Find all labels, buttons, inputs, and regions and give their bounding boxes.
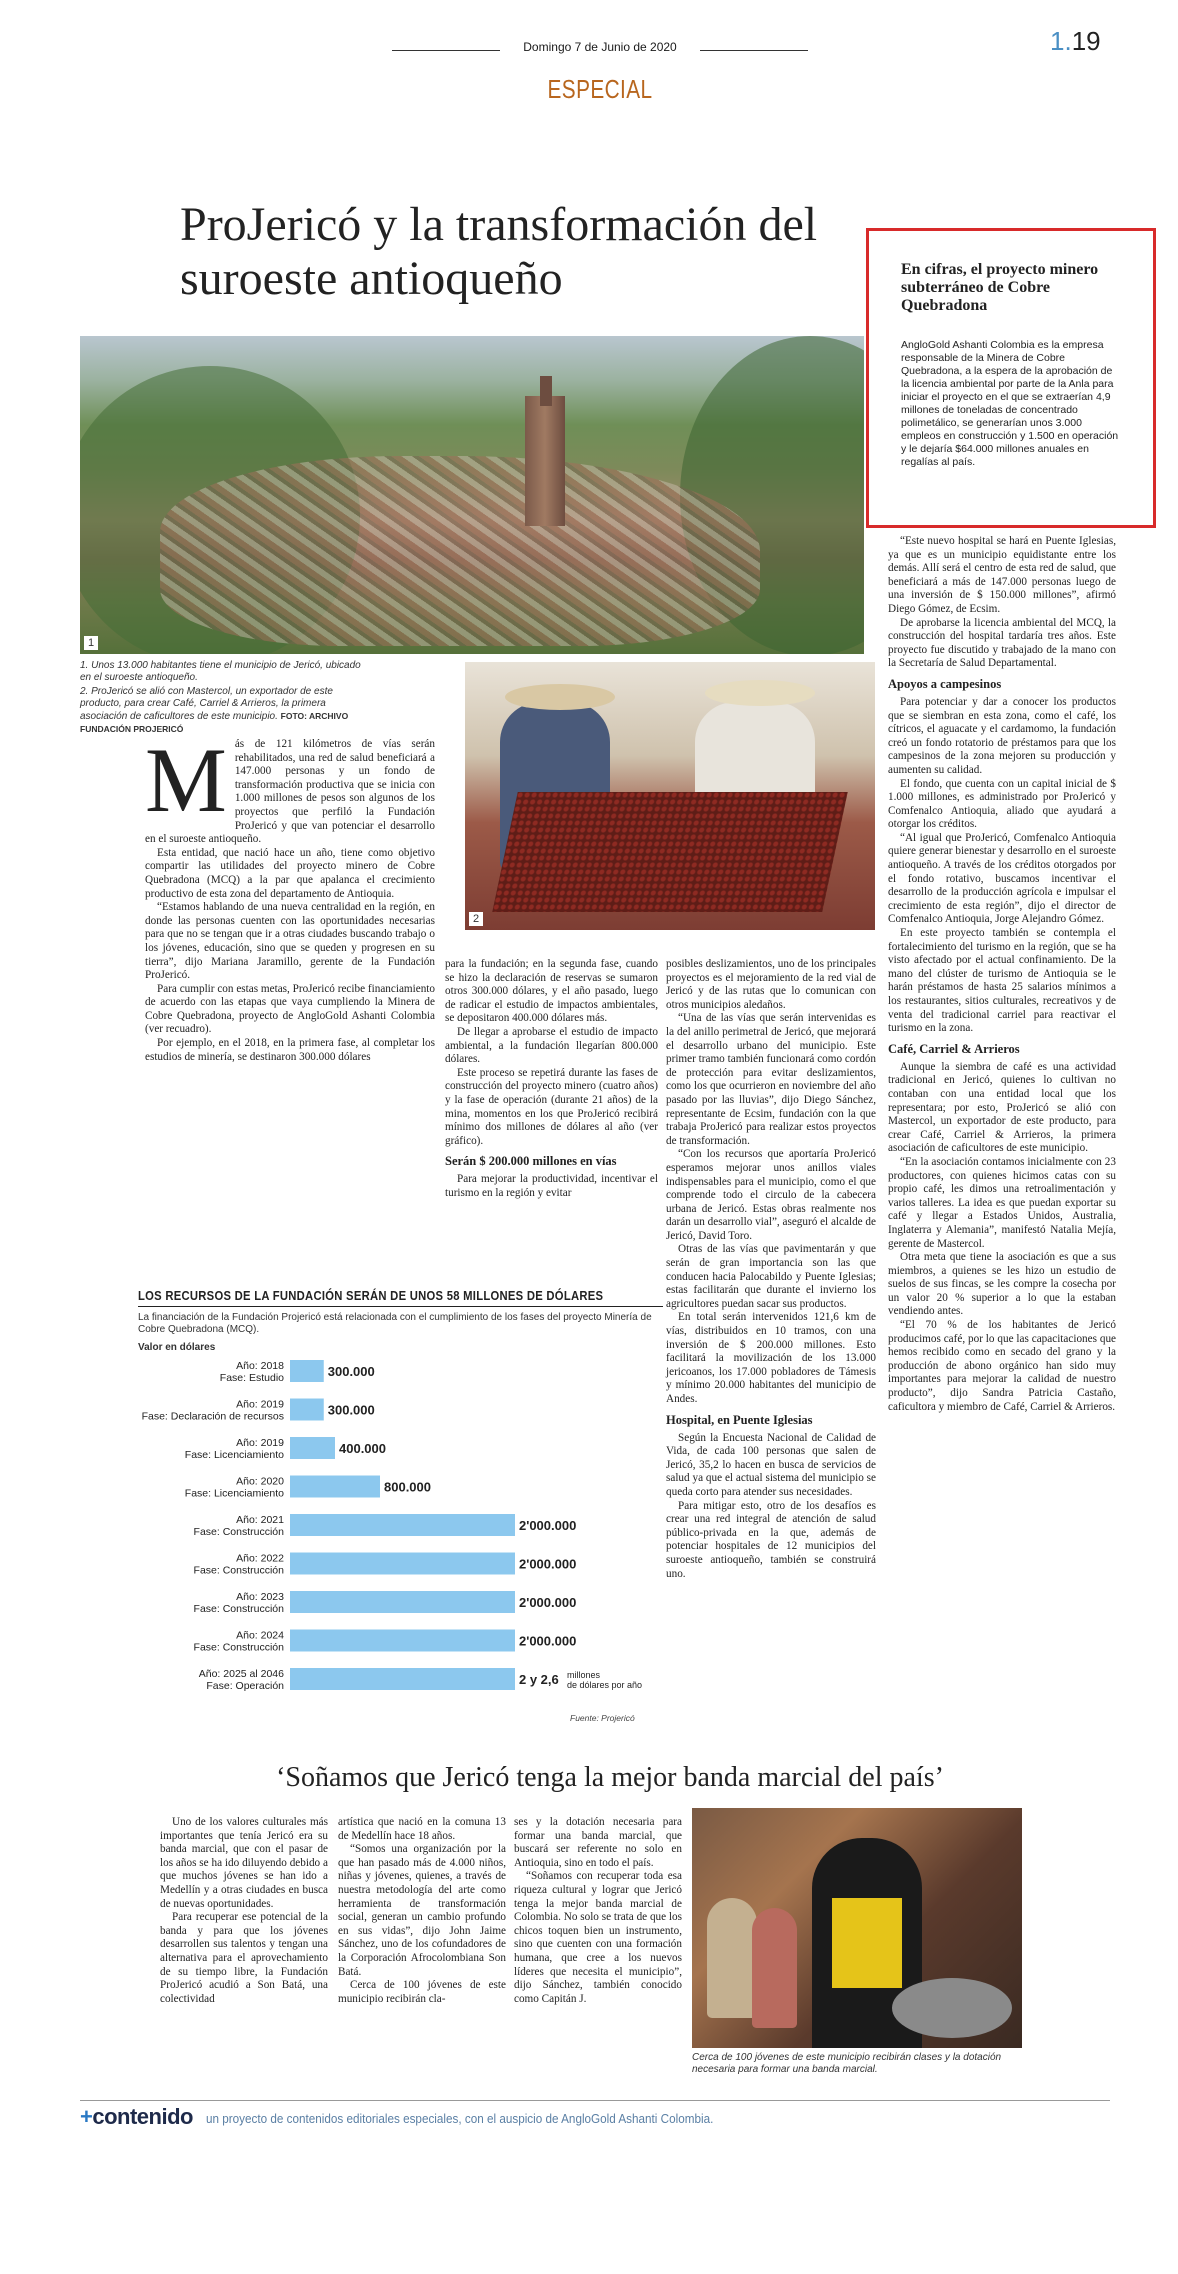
- band-column-3: [514, 1816, 682, 2006]
- chart-category-label: Fase: Operación: [206, 1680, 284, 1692]
- subhead: Apoyos a campesinos: [888, 676, 1002, 691]
- subhead: Hospital, en Puente Iglesias: [666, 1412, 813, 1427]
- paragraph: “Estamos hablando de una nueva centralidad en la región, en donde las personas cuenten con las oportunidades necesarias para que no se tengan que ir a otras ciudades buscando trabajo o los jóvenes, educación, sino que se queden y progresen en su tierra”, dijo Mariana Jaramillo, gerente de la Fundación ProJericó.: [145, 901, 435, 982]
- paragraph: ses y la dotación necesaria para formar una banda marcial, que buscará ser referente no solo en Antioquia, sino en todo el país.: [514, 1816, 682, 1869]
- chart-bar: [290, 1514, 515, 1536]
- paragraph: Otras de las vías que pavimentarán y que serán de gran importancia son las que conducen hacia Palocabildo y Puente Iglesias; estas facilitarán que durante el invierno los agricultores puedan sacar sus productos.: [666, 1243, 876, 1310]
- main-headline: ProJericó y la transformación del suroeste antioqueño: [180, 198, 818, 305]
- article-column-3: [666, 958, 876, 1581]
- section-label: ESPECIAL: [547, 74, 653, 104]
- drop-cap: M: [145, 729, 227, 831]
- header-rule-left: [392, 50, 500, 51]
- chart-bar: [290, 1399, 324, 1421]
- chart-title: LOS RECURSOS DE LA FUNDACIÓN SERÁN DE UNOS 58 MILLONES DE DÓLARES: [138, 1289, 604, 1303]
- chart-bar: [290, 1476, 380, 1498]
- page-number: 1.19: [1050, 26, 1101, 56]
- paragraph: Para mitigar esto, otro de los desafíos es crear una red integral de atención de salud público-privada en la que, además de potenciar hospitales de 12 municipios del suroeste antioqueño, también se construirá uno.: [666, 1499, 876, 1580]
- paragraph: “Soñamos con recuperar toda esa riqueza cultural y lograr que Jericó tenga la mejor banda marcial de Colombia. No solo se trata de que los chicos toquen bien un instrumento, sino que cuenten con una formación humana, que cree a los nuevos líderes que necesita el municipio”, dijo Sánchez, también conocido como Capitán J.: [514, 1870, 682, 2005]
- chart-category-label: Año: 2025 al 2046: [198, 1668, 284, 1680]
- paragraph: El fondo, que cuenta con un capital inicial de $ 1.000 millones, es administrado por ProJericó y Comfenalco Antioquia, aliado que ayudará a otorgar los créditos.: [888, 777, 1116, 831]
- header-rule-right: [700, 50, 808, 51]
- chart-category-label: Fase: Construcción: [193, 1564, 284, 1577]
- footer-text: un proyecto de contenidos editoriales especiales, con el auspicio de AngloGold Ashanti Colombia.: [206, 2111, 714, 2126]
- paragraph: para la fundación; en la segunda fase, cuando se hizo la declaración de reservas se sumaron otros 300.000 dólares, y el año pasado, luego de radicar el estudio de impactos ambientales, se depositaron 400.000 dólares más.: [445, 958, 658, 1025]
- paragraph: Para recuperar ese potencial de la banda y para que los jóvenes desarrollen sus talentos y tengan una alternativa para el aprovechamiento de su tiempo libre, la Fundación ProJericó acudió a Son Batá, una colectividad: [160, 1911, 328, 2005]
- chart-bar: [290, 1553, 515, 1575]
- chart-value-label: 2'000.000: [519, 1556, 577, 1572]
- article-column-4: [888, 535, 1116, 1414]
- chart-category-label: Año: 2024: [236, 1629, 284, 1642]
- chart-category-label: Año: 2021: [236, 1514, 284, 1526]
- chart-subtitle: La financiación de la Fundación Projericó está relacionada con el cumplimiento de los fases del proyecto Minería de Cobre Quebradona (MCQ).: [138, 1312, 652, 1335]
- chart-category-label: Año: 2019: [236, 1437, 284, 1449]
- chart-category-label: Año: 2022: [236, 1552, 284, 1565]
- subhead: Serán $ 200.000 millones en vías: [445, 1154, 617, 1169]
- paragraph: “En la asociación contamos inicialmente con 23 productores, con quienes hicimos catas con su propio café, les dimos una retroalimentación y varios talleres. La idea es que puedan exportar su café y llegar a Estados Unidos, Australia, Inglaterra y Alemania”, manifestó Natalia Mejía, gerente de Mastercol.: [888, 1155, 1116, 1250]
- band-column-2: [338, 1816, 506, 2006]
- funding-bar-chart: [130, 1356, 670, 1716]
- article-column-1: [145, 729, 435, 1064]
- chart-category-label: Fase: Licenciamiento: [184, 1449, 284, 1461]
- chart-value-label: 2'000.000: [519, 1633, 577, 1649]
- paragraph: artística que nació en la comuna 13 de Medellín hace 18 años.: [338, 1816, 506, 1842]
- chart-value-label: 400.000: [339, 1441, 386, 1456]
- chart-value-note: de dólares por año: [567, 1680, 643, 1690]
- paragraph: Según la Encuesta Nacional de Calidad de Vida, de cada 100 personas que salen de Jericó, 35,2 lo hacen en busca de servicios de salud ya que el actual sistema del municipio se queda corto para atender sus necesidades.: [666, 1431, 876, 1498]
- chart-bar: [290, 1668, 515, 1690]
- band-musician-photo: [692, 1808, 1022, 2048]
- paragraph: De aprobarse la licencia ambiental del MCQ, la construcción del hospital tardaría tres años. Este proyecto fue discutido y trabajado de la mano con la Secretaría de Salud Departamental.: [888, 616, 1116, 670]
- chart-category-label: Fase: Construcción: [193, 1603, 284, 1615]
- chart-value-label: 300.000: [327, 1402, 375, 1418]
- chart-value-note: millones: [567, 1670, 601, 1680]
- photo-number: 2: [469, 912, 483, 926]
- paragraph: “Con los recursos que aportaría ProJericó esperamos mejorar unos anillos viales indispensables para el municipio, como el que comprende todo el circulo de la cabecera urbana de Jericó. Estas obras realmente nos darán un desarrollo vial”, aseguró el alcalde de Jericó, David Toro.: [666, 1148, 876, 1242]
- chart-category-label: Fase: Construcción: [193, 1526, 284, 1538]
- contenido-logo: +contenido: [80, 2104, 193, 2129]
- chart-bar: [290, 1591, 515, 1613]
- chart-bar: [290, 1360, 324, 1382]
- chart-value-label: 800.000: [384, 1479, 431, 1495]
- box-title: En cifras, el proyecto minero subterráneo de Cobre Quebradona: [901, 261, 1099, 314]
- paragraph: ás de 121 kilómetros de vías serán rehabilitados, una red de salud beneficiará a 147.000 personas y un fondo de transformación productiva que se inicia con 1.000 millones de pesos son algunos de los proyectos que perfiló la Fundación ProJericó y que van potenciar el desarrollo en el suroeste antioqueño.: [145, 738, 435, 846]
- chart-value-label: 2'000.000: [519, 1518, 577, 1533]
- paragraph: Este proceso se repetirá durante las fases de construcción del proyecto minero (cuatro años) y la fase de operación (durante 21 años) de la mina, momentos en los que ProJericó recibirá mínimo dos millones de dólares al año (ver gráfico).: [445, 1066, 658, 1147]
- footer-rule: [80, 2100, 1110, 2101]
- chart-bar: [290, 1630, 515, 1652]
- chart-rule: [138, 1306, 663, 1307]
- chart-category-label: Fase: Licenciamiento: [184, 1487, 284, 1500]
- photo-number: 1: [84, 636, 98, 650]
- chart-category-label: Fase: Declaración de recursos: [141, 1410, 284, 1423]
- chart-value-label: 2'000.000: [519, 1595, 577, 1610]
- paragraph: Cerca de 100 jóvenes de este municipio recibirán cla-: [338, 1979, 506, 2005]
- band-photo-caption: Cerca de 100 jóvenes de este municipio recibirán clases y la dotación necesaria para formar una banda marcial.: [692, 2052, 1002, 2075]
- issue-date: Domingo 7 de Junio de 2020: [523, 40, 677, 54]
- chart-value-label: 300.000: [327, 1364, 375, 1379]
- paragraph: Aunque la siembra de café es una actividad tradicional en Jericó, quienes lo cultivan no contaban con una entidad local que los representara; por esto, ProJericó se alió con Mastercol, un exportador de este producto, para crear Café, Carriel & Arrieros, la primera asociación de caficultores de este municipio.: [888, 1060, 1116, 1155]
- paragraph: Por ejemplo, en el 2018, en la primera fase, al completar los estudios de minería, se destinaron 300.000 dólares: [145, 1037, 435, 1063]
- band-column-1: [160, 1816, 328, 2006]
- paragraph: posibles deslizamientos, uno de los principales proyectos es el mejoramiento de la red vial de Jericó y de las rutas que lo comunican con otros municipios aledaños.: [666, 958, 876, 1011]
- band-headline: ‘Soñamos que Jericó tenga la mejor banda marcial del país’: [276, 1762, 944, 1793]
- paragraph: Uno de los valores culturales más importantes que tenía Jericó era su banda marcial, que con el pasar de los años se ha ido diluyendo debido a que muchos jóvenes se han ido a Medellín y a otras ciudades en busca de nuevas oportunidades.: [160, 1816, 328, 1910]
- paragraph: Para mejorar la productividad, incentivar el turismo en la región y evitar: [445, 1173, 658, 1199]
- paragraph: En este proyecto también se contempla el fortalecimiento del turismo en la región, que se ha visto afectado por el actual confinamiento. De la mano del clúster de turismo de Antioquia se le harán préstamos de hasta 25 salarios mínimos a los restaurantes, sitios culturales, recreativos y de venta del tradicional carriel para reactivar el turismo en la zona.: [888, 927, 1116, 1035]
- paragraph: “El 70 % de los habitantes de Jericó producimos café, por lo que las capacitaciones que hemos recibido como en secado del grano y la producción de abono orgánico han sido muy importantes para mejorar la calidad de nuestro producto”, dijo Sandra Patricia Castaño, caficultora y miembro de Café, Carriel & Arrieros.: [888, 1319, 1116, 1413]
- subhead: Café, Carriel & Arrieros: [888, 1041, 1020, 1056]
- chart-category-label: Año: 2019: [236, 1398, 284, 1411]
- chart-category-label: Año: 2023: [236, 1591, 284, 1603]
- chart-category-label: Año: 2018: [236, 1360, 284, 1372]
- photo-caption-2: 2. ProJericó se alió con Mastercol, un exportador de este producto, para crear Café, Carriel & Arrieros, la primera asociación de caficultores de este municipio. FOTO: ARCHIVO FUNDACIÓN PROJERICÓ: [80, 686, 349, 734]
- chart-value-label: 2 y 2,6: [519, 1672, 559, 1687]
- paragraph: Para cumplir con estas metas, ProJericó recibe financiamiento de acuerdo con las etapas que vaya cumpliendo la Minera de Cobre Quebradona, proyecto de AngloGold Ashanti Colombia (ver recuadro).: [145, 982, 435, 1036]
- paragraph: Esta entidad, que nació hace un año, tiene como objetivo compartir las utilidades del proyecto minero de Cobre Quebradona (MCQ) a la par que apalanca el crecimiento productivo de esta zona del departamento de Antioquia.: [145, 846, 435, 900]
- chart-category-label: Fase: Estudio: [219, 1372, 284, 1384]
- paragraph: En total serán intervenidos 121,6 km de vías, distribuidos en 10 tramos, con una inversión de $ 200.000 millones. Esto facilitará la movilización de los 13.000 jericoanos, los 17.000 pobladores de Támesis y mínimo 20.000 habitantes del municipio de Andes.: [666, 1311, 876, 1405]
- coffee-farmers-photo: [465, 662, 875, 930]
- photo-caption-1: 1. Unos 13.000 habitantes tiene el municipio de Jericó, ubicado en el suroeste antioqueño.: [80, 660, 361, 683]
- chart-unit-label: Valor en dólares: [138, 1342, 216, 1353]
- chart-source: Fuente: Projericó: [570, 1713, 635, 1723]
- chart-bar: [290, 1437, 335, 1459]
- figures-box: [866, 228, 1156, 528]
- paragraph: “Este nuevo hospital se hará en Puente Iglesias, ya que es un municipio equidistante entre los demás. Allí será el centro de esta red de salud, que beneficiará a más de 147.000 personas luego de una inversión de $ 150.000 millones”, afirmó Diego Gómez, de Ecsim.: [888, 535, 1116, 615]
- paragraph: “Al igual que ProJericó, Comfenalco Antioquia quiere generar bienestar y desarrollo en el suroeste antioqueño. A través de los créditos otorgados por el fondo rotativo, buscamos incentivar el desarrollo de la producción agrícola e impulsar el crecimiento de esta región”, dijo el director de Comfenalco Antioquia, Jorge Alejandro Gómez.: [888, 831, 1116, 926]
- paragraph: Otra meta que tiene la asociación es que a sus miembros, a quienes se les hizo un estudio de suelos de sus fincas, se les compre la cosecha por un valor 20 % superior a lo que la estaban vendiendo antes.: [888, 1251, 1116, 1318]
- paragraph: De llegar a aprobarse el estudio de impacto ambiental, a la fundación llegarían 800.000 dólares.: [445, 1025, 658, 1066]
- paragraph: Para potenciar y dar a conocer los productos que se siembran en esta zona, como el café, los cítricos, el aguacate y el cardamomo, la fundación creó un fondo rotatorio de préstamos para que los campesinos de la zona mejoren su producción y aumenten su calidad.: [888, 695, 1116, 776]
- paragraph: “Una de las vías que serán intervenidas es la del anillo perimetral de Jericó, que mejorará el desarrollo urbano del municipio. Este primer tramo también funcionará como cordón de protección para evitar deslizamientos, como los que ocurrieron en noviembre del año pasado por las lluvias”, dijo Diego Sánchez, representante de Ecsim, fundación con la que trabaja ProJericó para realizar estos proyectos de transformación.: [666, 1012, 876, 1147]
- article-column-2: [445, 958, 658, 1201]
- chart-category-label: Año: 2020: [236, 1475, 284, 1488]
- paragraph: “Somos una organización por la que han pasado más de 4.000 niños, niñas y jóvenes, quienes, a través de nuestra metodología del arte como herramienta de transformación social, generan un cambio profundo en sus vidas”, dijo John Jaime Sánchez, uno de los cofundadores de la Corporación Afrocolombiana Son Batá.: [338, 1843, 506, 1978]
- jerico-aerial-photo: [80, 336, 864, 654]
- box-text: AngloGold Ashanti Colombia es la empresa responsable de la Minera de Cobre Quebradona, a la espera de la aprobación de la licencia ambiental por parte de la Anla para iniciar el proyecto en el que se extraerían 4,9 millones de toneladas de concentrado polimetálico, se generarían unos 3.000 empleos en construcción y 1.500 en operación y le dejaría $64.000 millones anuales en regalías al país.: [901, 339, 1119, 468]
- chart-category-label: Fase: Construcción: [193, 1641, 284, 1654]
